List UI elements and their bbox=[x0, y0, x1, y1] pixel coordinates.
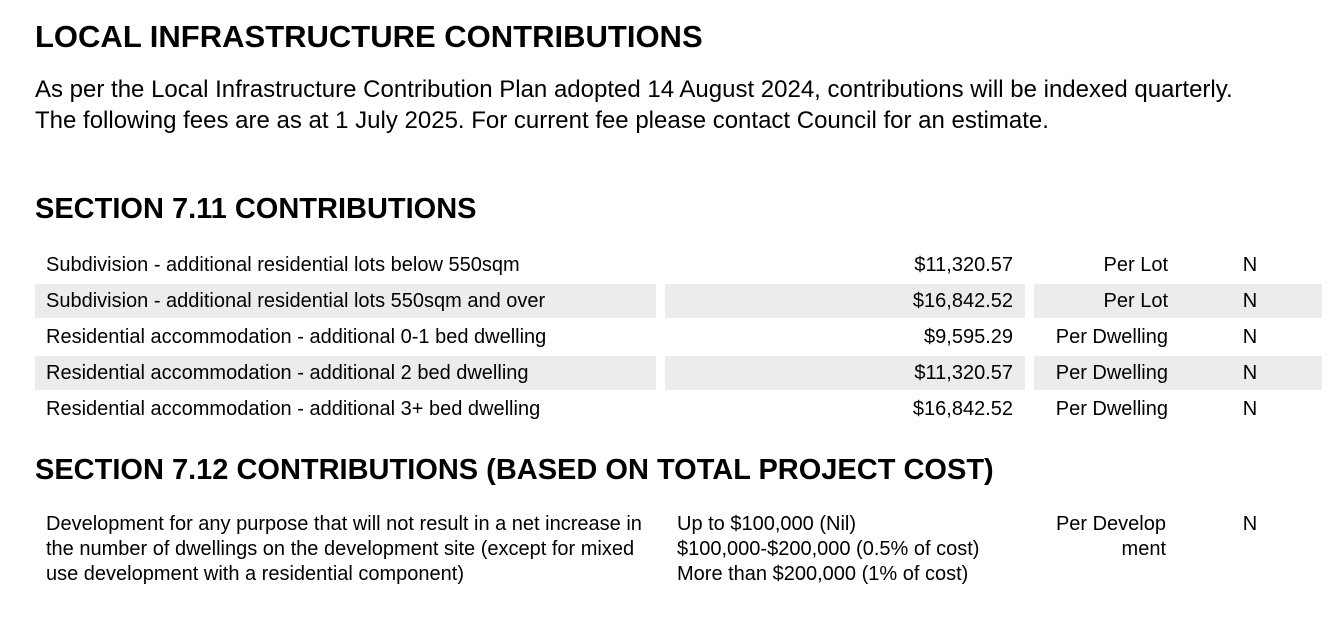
row-amount: $16,842.52 bbox=[912, 398, 1013, 420]
row-description: Subdivision - additional residential lots below 550sqm bbox=[46, 254, 520, 276]
row-unit: Per Lot bbox=[1103, 254, 1168, 276]
table-row bbox=[35, 248, 1322, 282]
row-unit: Per Lot bbox=[1103, 290, 1168, 312]
row-flag: N bbox=[1242, 513, 1258, 535]
row-unit-cell bbox=[1034, 284, 1322, 318]
intro-line-2: The following fees are as at 1 July 2025. For current fee please contact Council for an estimate. bbox=[35, 107, 1049, 134]
row-amount: $16,842.52 bbox=[665, 284, 1025, 318]
row-amount: $9,595.29 bbox=[924, 326, 1013, 348]
intro-text bbox=[35, 74, 1322, 136]
table-row bbox=[35, 284, 1322, 318]
cost-tier: $100,000-$200,000 (0.5% of cost) bbox=[677, 538, 980, 560]
page-title: LOCAL INFRASTRUCTURE CONTRIBUTIONS bbox=[35, 19, 703, 54]
row-description: Residential accommodation - additional 0-1 bed dwelling bbox=[46, 326, 547, 348]
row-flag: N bbox=[1242, 398, 1258, 420]
row-flag: N bbox=[1242, 290, 1258, 312]
section-711-heading: SECTION 7.11 CONTRIBUTIONS bbox=[35, 193, 477, 225]
row-unit: Per Development bbox=[1055, 513, 1166, 560]
cost-tier: Up to $100,000 (Nil) bbox=[677, 513, 856, 535]
row-amount: $11,320.57 bbox=[665, 356, 1025, 390]
row-unit-cell bbox=[1034, 356, 1322, 390]
table-row bbox=[35, 392, 1322, 426]
row-unit: Per Dwelling bbox=[1055, 326, 1168, 348]
table-row bbox=[35, 320, 1322, 354]
row-description: Development for any purpose that will not result in a net increase in the number of dwellings on the development site (except for mixed use development with a residential component) bbox=[46, 513, 642, 585]
cost-tiers bbox=[677, 512, 979, 587]
row-description: Residential accommodation - additional 3+ bed dwelling bbox=[46, 398, 541, 420]
cost-tier: More than $200,000 (1% of cost) bbox=[677, 563, 969, 585]
table-row bbox=[35, 356, 1322, 390]
row-description: Subdivision - additional residential lots 550sqm and over bbox=[35, 284, 656, 318]
intro-line-1: As per the Local Infrastructure Contribution Plan adopted 14 August 2024, contributions will be indexed quarterly. bbox=[35, 76, 1233, 103]
row-flag: N bbox=[1242, 362, 1258, 384]
row-unit: Per Dwelling bbox=[1055, 362, 1168, 384]
row-flag: N bbox=[1242, 326, 1258, 348]
row-amount: $11,320.57 bbox=[914, 254, 1013, 276]
row-flag: N bbox=[1242, 254, 1258, 276]
row-unit: Per Dwelling bbox=[1055, 398, 1168, 420]
section-712-heading: SECTION 7.12 CONTRIBUTIONS (BASED ON TOTAL PROJECT COST) bbox=[35, 454, 994, 486]
row-description: Residential accommodation - additional 2 bed dwelling bbox=[35, 356, 656, 390]
